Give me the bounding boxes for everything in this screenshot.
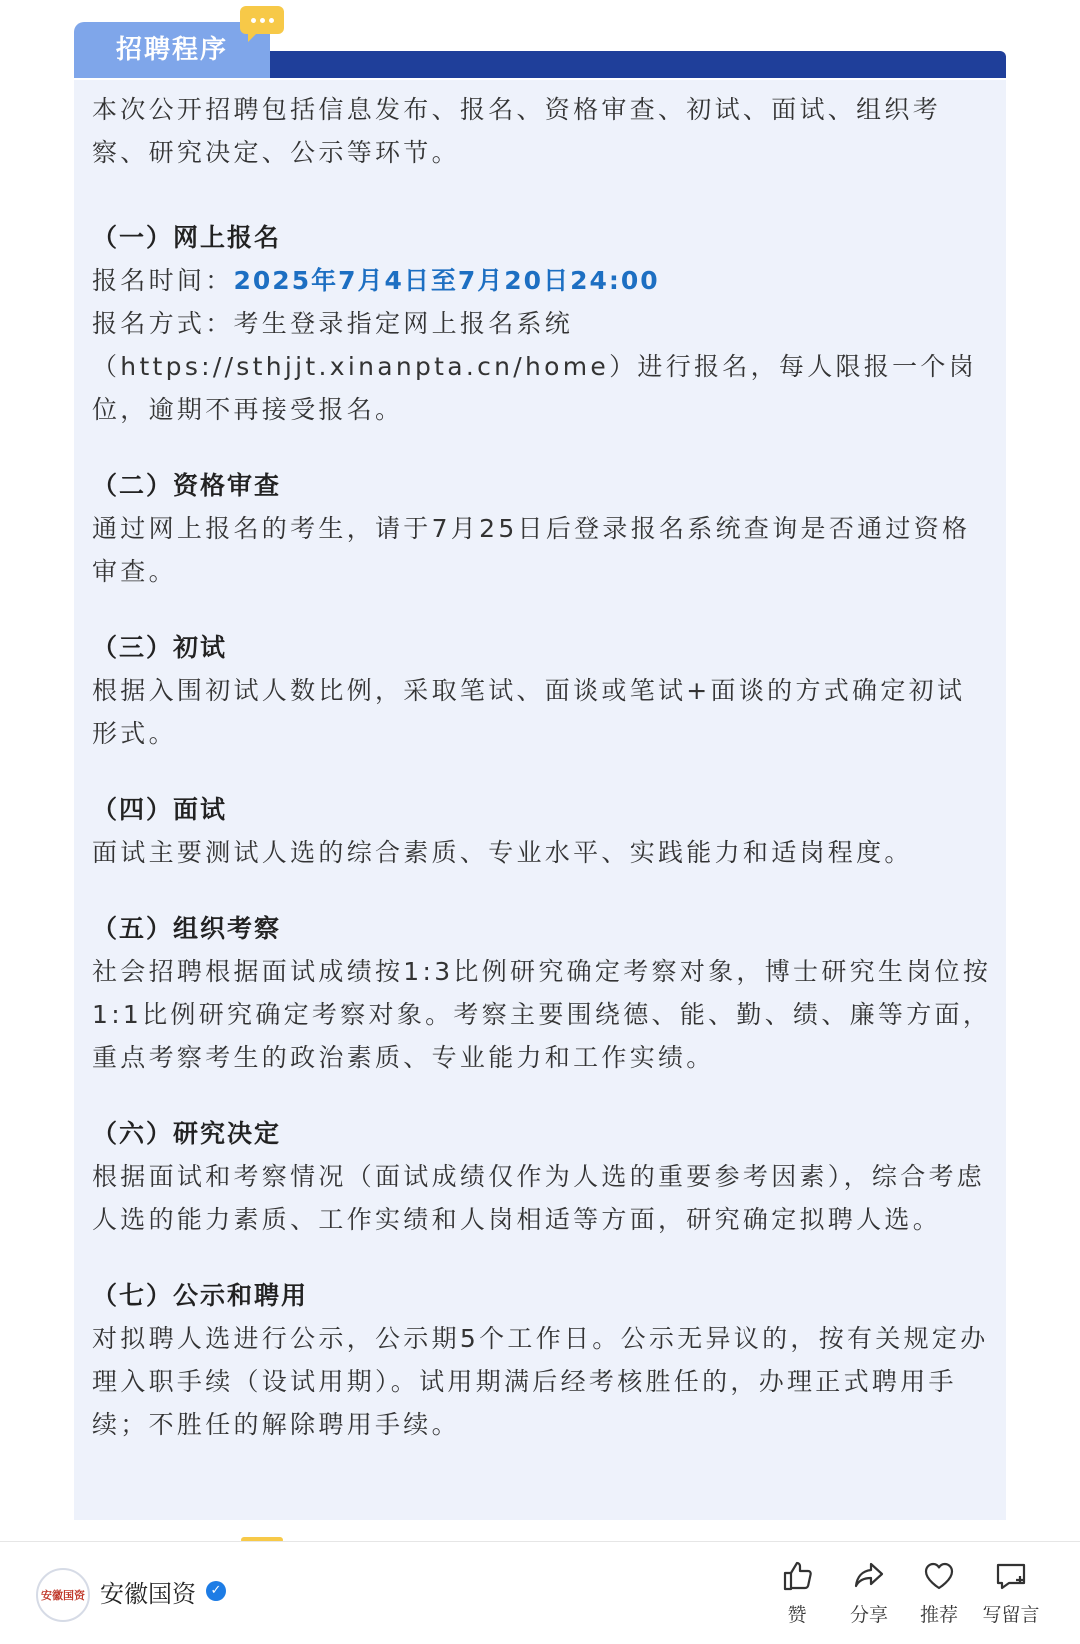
- recommend-button[interactable]: [904, 1558, 974, 1627]
- share-label: 分享: [849, 1604, 888, 1626]
- chat-bubble-icon: [240, 6, 284, 34]
- comment-icon: [993, 1558, 1029, 1594]
- thumbs-up-icon: [779, 1558, 815, 1594]
- registration-time-label: 报名时间：: [92, 266, 234, 295]
- comment-button[interactable]: [976, 1558, 1046, 1627]
- verified-icon: ✓: [206, 1581, 226, 1601]
- registration-time: [92, 259, 992, 302]
- section-body: 根据面试和考察情况（面试成绩仅作为人选的重要参考因素），综合考虑人选的能力素质、工作实绩和人岗相适等方面，研究确定拟聘人选。: [92, 1162, 986, 1234]
- recommend-label: 推荐: [919, 1604, 958, 1626]
- share-button[interactable]: [834, 1558, 904, 1627]
- section-body: 面试主要测试人选的综合素质、专业水平、实践能力和适岗程度。: [92, 838, 913, 867]
- section-body: 社会招聘根据面试成绩按1:3比例研究确定考察对象，博士研究生岗位按1:1比例研究确定考察对象。考察主要围绕德、能、勤、绩、廉等方面，重点考察考生的政治素质、专业能力和工作实绩。: [92, 957, 992, 1072]
- account-name[interactable]: 安徽国资: [100, 1580, 196, 1608]
- registration-method: 报名方式：考生登录指定网上报名系统（https://sthjjt.xinanpta.cn/home）进行报名，每人限报一个岗位，逾期不再接受报名。: [92, 309, 977, 424]
- section-body: 根据入围初试人数比例，采取笔试、面谈或笔试+面谈的方式确定初试形式。: [92, 676, 966, 748]
- section-title: （七）公示和聘用: [92, 1281, 309, 1310]
- avatar[interactable]: 安徽国资: [36, 1568, 90, 1622]
- section-title: （四）面试: [92, 795, 228, 824]
- like-button[interactable]: [762, 1558, 832, 1627]
- like-label: 赞: [787, 1604, 807, 1626]
- intro-paragraph: 本次公开招聘包括信息发布、报名、资格审查、初试、面试、组织考察、研究决定、公示等环节。: [92, 95, 942, 167]
- share-icon: [851, 1558, 887, 1594]
- section-body: 通过网上报名的考生，请于7月25日后登录报名系统查询是否通过资格审查。: [92, 514, 971, 586]
- section-title: （六）研究决定: [92, 1119, 282, 1148]
- section-header-title: 招聘程序: [74, 22, 270, 78]
- comment-label: 写留言: [982, 1604, 1040, 1626]
- heart-icon: [921, 1558, 957, 1594]
- section-title: （五）组织考察: [92, 914, 282, 943]
- bottom-action-bar: [0, 1541, 1080, 1644]
- section-title: （二）资格审查: [92, 471, 282, 500]
- section-body: 对拟聘人选进行公示，公示期5个工作日。公示无异议的，按有关规定办理入职手续（设试用期）。试用期满后经考核胜任的，办理正式聘用手续；不胜任的解除聘用手续。: [92, 1324, 989, 1439]
- section-title: （三）初试: [92, 633, 228, 662]
- section-title: （一）网上报名: [92, 223, 282, 252]
- registration-time-value: 2025年7月4日至7月20日24:00: [233, 266, 660, 295]
- article-body: [92, 88, 992, 1446]
